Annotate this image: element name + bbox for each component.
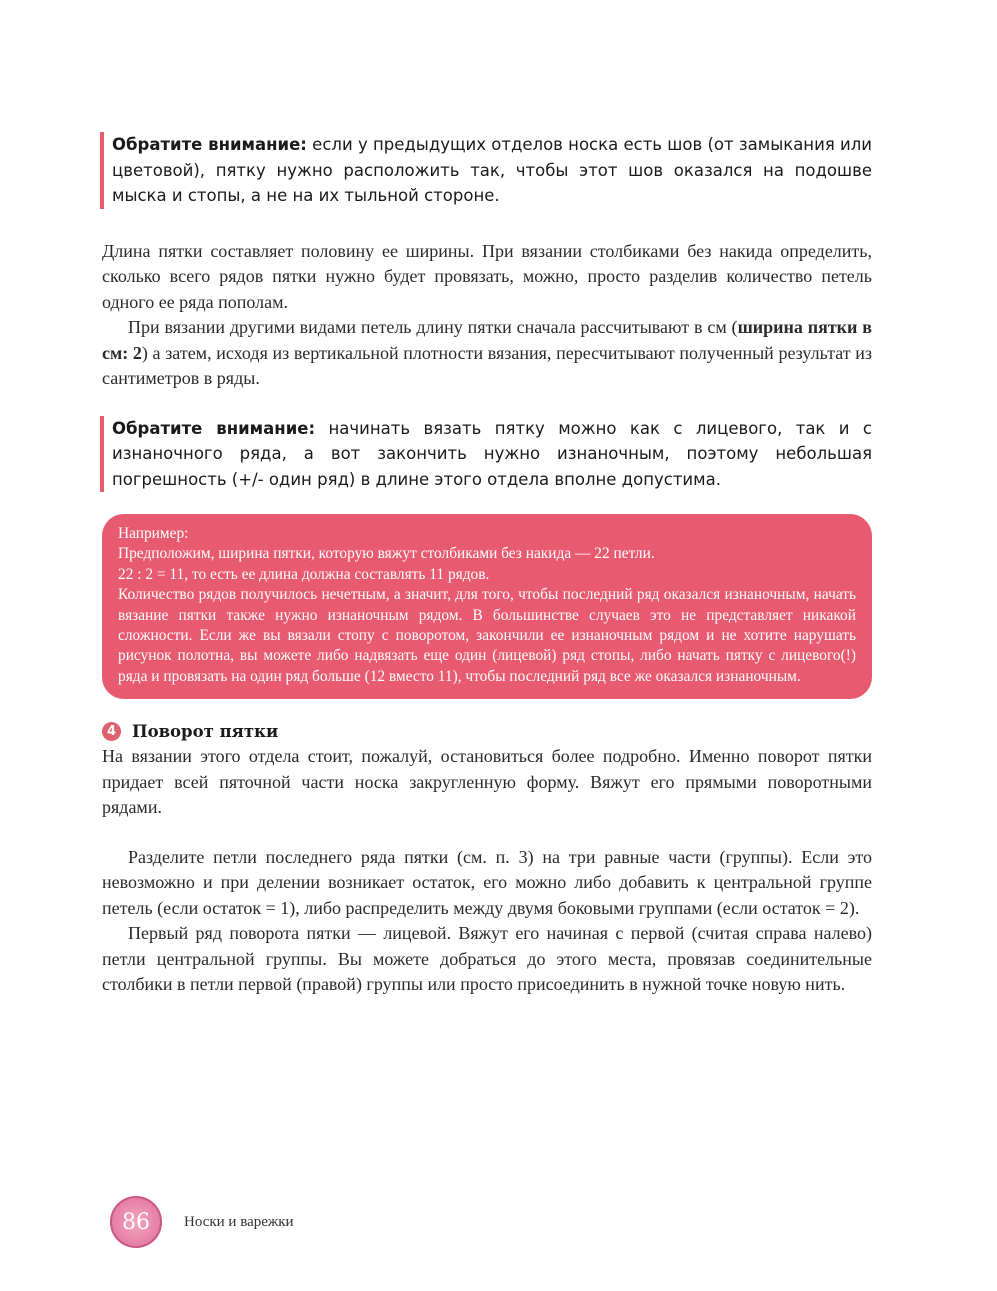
section-number-badge: 4 xyxy=(102,722,121,741)
section-heading xyxy=(102,720,872,742)
attention-note-2 xyxy=(100,416,872,493)
paragraph-heel-length: Длина пятки составляет половину ее ширины. При вязании столбиками без накида определить, сколько всего рядов пятки нужно будет провязать, можно, просто разделив количество петель одного ее ряда пополам. xyxy=(102,240,872,312)
note-text: если у предыдущих отделов носка есть шов (от замыкания или цветовой), пятку нужно расположить так, чтобы этот шов оказался на подошве мыска и стопы, а не на их тыльной стороне. xyxy=(112,135,872,205)
section-paragraph: Разделите петли последнего ряда пятки (см. п. 3) на три равные части (группы). Если это невозможно и при делении возникает остаток, его можно либо добавить к центральной группе петель (если остаток = 1), либо распределить между двумя боковыми группами (если остаток = 2). xyxy=(102,846,872,918)
page-number: 86 xyxy=(110,1196,162,1248)
attention-note-1 xyxy=(100,132,872,209)
paragraph-text: ) а затем, исходя из вертикальной плотности вязания, пересчитывают полученный результат из сантиметров в ряды. xyxy=(102,342,872,388)
note-label: Обратите внимание: xyxy=(112,418,316,438)
page-footer xyxy=(110,1196,294,1248)
formula-bold: ширина пятки в см: 2 xyxy=(102,317,873,363)
example-box xyxy=(102,514,872,699)
running-title: Носки и варежки xyxy=(184,1213,294,1230)
note-text: начинать вязать пятку можно как с лицевого, так и с изнаночного ряда, а вот закончить нужно изнаночным, поэтому небольшая погрешность (+/- один ряд) в длине этого отдела вполне допустима. xyxy=(112,418,873,489)
example-line: 22 : 2 = 11, то есть ее длина должна составлять 11 рядов. xyxy=(118,565,490,583)
section-paragraph: На вязании этого отдела стоит, пожалуй, остановиться более подробно. Именно поворот пятки придает всей пяточной части носка закругленную форму. Вяжут его прямыми поворотными рядами. xyxy=(102,746,872,818)
paragraph-other-stitches xyxy=(102,315,872,392)
example-heading: Например: xyxy=(118,525,189,542)
paragraph-text: При вязании другими видами петель длину пятки сначала рассчитывают в см ( xyxy=(128,317,738,337)
example-line: Предположим, ширина пятки, которую вяжут столбиками без накида — 22 петли. xyxy=(118,545,655,563)
page-content xyxy=(102,132,872,998)
note-label: Обратите внимание: xyxy=(112,135,307,154)
section-paragraph: Первый ряд поворота пятки — лицевой. Вяжут его начиная с первой (считая справа налево) петли центральной группы. Вы можете добраться до этого места, провязав соединительные столбики в петли первой (правой) группы или просто присоединить в нужной точке новую нить. xyxy=(102,923,872,995)
example-line: Количество рядов получилось нечетным, а значит, для того, чтобы последний ряд оказался изнаночным, начать вязание пятки также нужно изнаночным рядом. В большинстве случаев это не представляет никакой сложности. Если же вы вязали стопу с поворотом, закончили ее изнаночным рядом и не хотите нарушать рисунок полотна, вы можете либо надвязать еще один (лицевой) ряд стопы, либо начать пятку с лицевого(!) ряда и провязать на один ряд больше (12 вместо 11), чтобы последний ряд все же оказался изнаночным. xyxy=(118,586,856,685)
section-title: Поворот пятки xyxy=(132,721,279,741)
